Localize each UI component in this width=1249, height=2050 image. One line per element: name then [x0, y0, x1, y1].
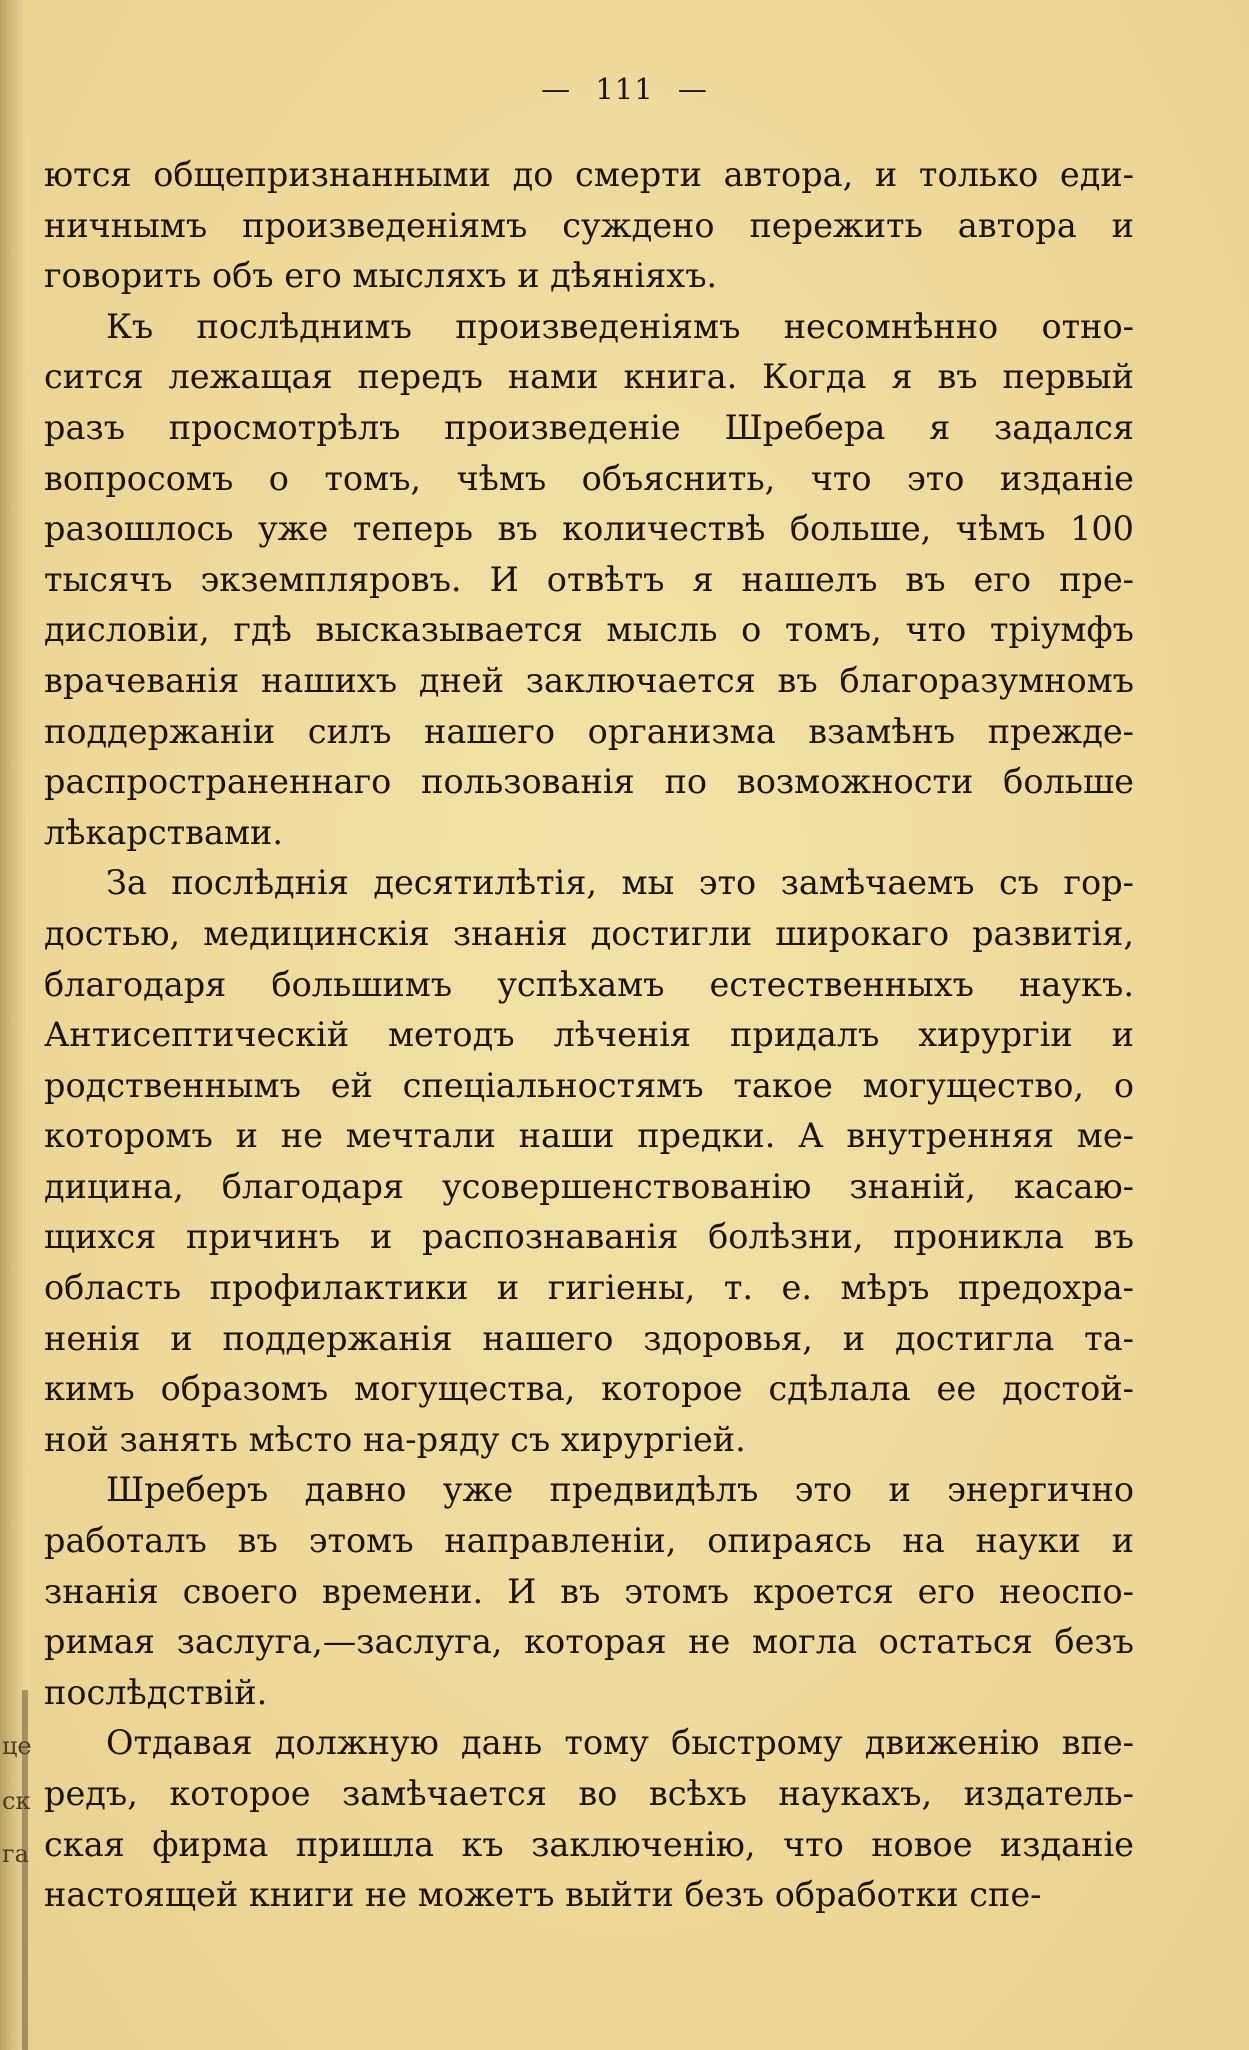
text-line: ничнымъ произведеніямъ суждено пережить автора и [44, 205, 1134, 245]
text-line: родственнымъ ей спеціальностямъ такое могущество, о [44, 1065, 1134, 1105]
page-header [0, 72, 1249, 106]
text-line: разошлось уже теперь въ количествѣ больше, чѣмъ 100 [44, 509, 1134, 549]
text-line: лѣкарствами. [44, 812, 283, 852]
header-dash-left: — [541, 72, 572, 106]
margin-fragment-1: це [2, 1732, 32, 1760]
text-line: За послѣднія десятилѣтія, мы это замѣчаемъ съ гор- [106, 863, 1134, 903]
text-line: ская фирма пришла къ заключенію, что новое изданіе [44, 1824, 1134, 1864]
text-line: редъ, которое замѣчается во всѣхъ наукахъ, издатель- [44, 1774, 1134, 1813]
text-line: кимъ образомъ могущества, которое сдѣлала ее достой- [44, 1369, 1134, 1409]
text-line: поддержаніи силъ нашего организма взамѣнъ прежде- [44, 711, 1134, 751]
margin-fragment-3: га [2, 1840, 29, 1868]
text-line: ной занять мѣсто на-ряду съ хирургіей. [44, 1419, 746, 1459]
margin-fragment-2: ск [2, 1787, 31, 1815]
body-text [44, 150, 1134, 1921]
page-number: 111 [595, 72, 654, 106]
text-line: говорить объ его мысляхъ и дѣяніяхъ. [44, 256, 718, 296]
paragraph [44, 302, 1134, 859]
text-line: разъ просмотрѣлъ произведеніе Шребера я задался [44, 407, 1134, 447]
text-line: область профилактики и гигіены, т. е. мѣръ предохра- [44, 1268, 1134, 1308]
text-line: римая заслуга,—заслуга, которая не могла остаться безъ [44, 1622, 1134, 1662]
text-line: Отдавая должную дань тому быстрому движенію впе- [106, 1723, 1134, 1763]
text-line: тысячъ экземпляровъ. И отвѣтъ я нашелъ въ его пре- [44, 559, 1134, 599]
text-line: знанія своего времени. И въ этомъ кроется его неоспо- [44, 1571, 1134, 1611]
paragraph [44, 858, 1134, 1465]
text-line: благодаря большимъ успѣхамъ естественныхъ наукъ. [44, 964, 1134, 1004]
text-line: сится лежащая передъ нами книга. Когда я въ первый [44, 357, 1134, 397]
text-line: дицина, благодаря усовершенствованію знаній, касаю- [44, 1166, 1134, 1206]
text-line: врачеванія нашихъ дней заключается въ благоразумномъ [44, 660, 1134, 700]
paragraph [44, 150, 1134, 302]
text-line: работалъ въ этомъ направленіи, опираясь на науки и [44, 1521, 1134, 1561]
text-line: Шреберъ давно уже предвидѣлъ это и энергично [106, 1470, 1134, 1510]
text-line: настоящей книги не можетъ выйти безъ обработки спе- [44, 1875, 1042, 1915]
paragraph [44, 1465, 1134, 1718]
text-line: достью, медицинскія знанія достигли широкаго развитія, [44, 913, 1134, 953]
text-line: дисловіи, гдѣ высказывается мысль о томъ, что тріумфъ [44, 610, 1134, 650]
text-line: щихся причинъ и распознаванія болѣзни, проникла въ [44, 1217, 1134, 1257]
text-line: послѣдствій. [44, 1672, 268, 1712]
header-dash-right: — [677, 72, 708, 106]
text-line: Антисептическій методъ лѣченія придалъ хирургіи и [44, 1015, 1134, 1055]
text-line: вопросомъ о томъ, чѣмъ объяснить, что это изданіе [44, 458, 1134, 498]
paragraph [44, 1718, 1134, 1920]
text-line: Къ послѣднимъ произведеніямъ несомнѣнно отно- [106, 306, 1134, 346]
text-line: которомъ и не мечтали наши предки. А внутренняя ме- [44, 1116, 1134, 1156]
text-line: распространеннаго пользованія по возможности больше [44, 762, 1134, 802]
text-line: ненія и поддержанія нашего здоровья, и достигла та- [44, 1318, 1134, 1358]
text-line: ются общепризнанными до смерти автора, и только еди- [44, 155, 1134, 194]
